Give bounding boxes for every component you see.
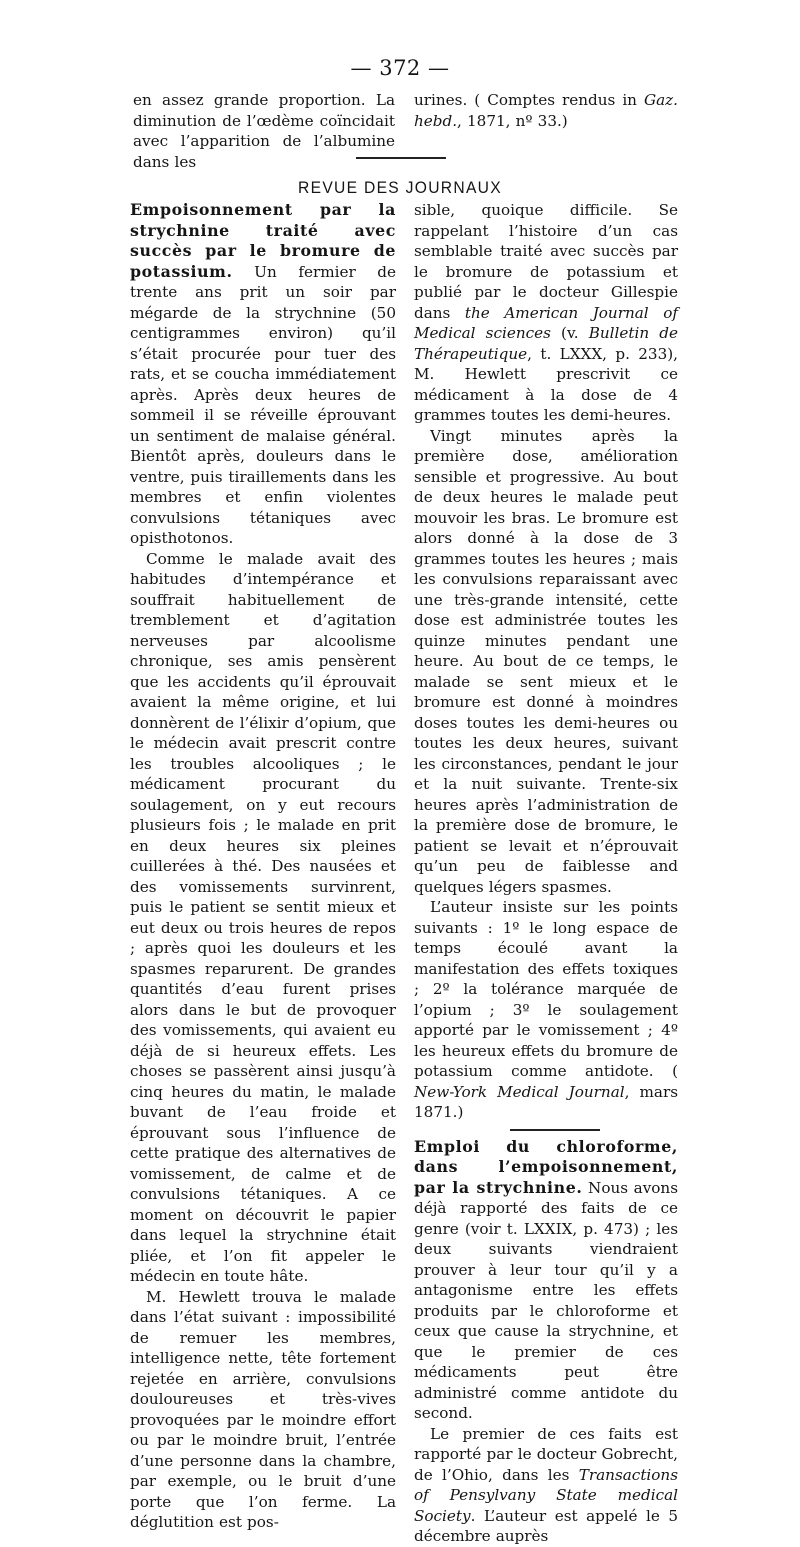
- article1-paragraph-4: sible, quoique difficile. Se rappelant l’histoire d’un cas semblable traité avec succès par le bromure de potassium et publié par le docteur Gillespie dans the American Journal of Medical sciences (v. Bulletin de Thérapeutique, t. LXXX, p. 233), M. Hewlett prescrivit ce médicament à la dose de 4 grammes toutes les demi-heures.: [414, 201, 678, 424]
- article1-paragraph-6: L’auteur insiste sur les points suivants : 1º le long espace de temps écoulé avant la manifestation des effets toxiques ; 2º la tolérance marquée de l’opium ; 3º le soulagement apporté par le vomissement ; 4º les heureux effets du bromure de potassium comme antidote. ( New-York Medical Journal, mars 1871.): [414, 898, 678, 1121]
- article2-title: Emploi du chloroforme, dans l’empoisonnement, par la strychnine.: [414, 1136, 678, 1197]
- article1-paragraph-2: Comme le malade avait des habitudes d’intempérance et souffrait habituellement de tremblement et d’agitation nerveuses par alcoolisme chronique, ses amis pensèrent que les accidents qu’il éprouvait avaient la même origine, et lui donnèrent de l’élixir d’opium, que le médecin avait prescrit contre les troubles alcooliques ; le médicament procurant du soulagement, on y eut recours plusieurs fois ; le malade en prit en deux heures six pleines cuillerées à thé. Des nausées et des vomissements survinrent, puis le patient se sentit mieux et eut deux ou trois heures de repos ; après quoi les douleurs et les spasmes reparurent. De grandes quantités d’eau furent prises alors dans le but de provoquer des vomissements, qui avaient eu déjà de si heureux effets. Les choses se passèrent ainsi jusqu’à cinq heures du matin, le malade buvant de l’eau froide et éprouvant sous l’influence de cette pratique des alternatives de vomissement, de calme et de convulsions tétaniques. A ce moment on découvrit le papier dans lequel la strychnine était pliée, et l’on fit appeler le médecin en toute hâte.: [130, 549, 396, 1285]
- page-number: — 372 —: [350, 56, 450, 80]
- article1-intro: Empoisonnement par la strychnine traité avec succès par le bromure de potassium. Un fermier de trente ans prit un soir par mégarde de la strychnine (50 centigrammes environ) qu’il s’était procurée pour tuer des rats, et se coucha immédiatement après. Après deux heures de sommeil il se réveille éprouvant un sentiment de malaise général. Bientôt après, douleurs dans le ventre, puis tiraillements dans les membres et enfin violentes convulsions tétaniques avec opisthotonos.: [130, 200, 396, 547]
- right-column: [414, 200, 678, 1547]
- continued-text-left: [133, 90, 395, 172]
- continued-paragraph-left: en assez grande proportion. La diminution de l’œdème coïncidait avec l’apparition de l’albumine dans les: [133, 91, 395, 171]
- article1-paragraph-5: Vingt minutes après la première dose, amélioration sensible et progressive. Au bout de deux heures le malade peut mouvoir les bras. Le bromure est alors donné à la dose de 3 grammes toutes les heures ; mais les convulsions reparaissant avec une très-grande intensité, cette dose est administrée toutes les quinze minutes pendant une heure. Au bout de ce temps, le malade se sent mieux et le bromure est donné à moindres doses toutes les demi-heures ou toutes les deux heures, suivant les circonstances, pendant le jour et la nuit suivante. Trente-six heures après l’administration de la première dose de bromure, le patient se levait et n’éprouvait qu’un peu de faiblesse and quelques légers spasmes.: [414, 426, 678, 896]
- section-divider: [356, 157, 446, 159]
- continued-paragraph-right: urines. ( Comptes rendus in Gaz. hebd., 1871, nº 33.): [414, 91, 678, 130]
- continued-text-right: [414, 90, 678, 131]
- article2-intro: Emploi du chloroforme, dans l’empoisonnement, par la strychnine. Nous avons déjà rapporté des faits de ce genre (voir t. LXXIX, p. 473) ; les deux suivants viendraient prouver à leur tour qu’il y a antagonisme entre les effets produits par le chloroforme et ceux que cause la strychnine, et que le premier de ces médicaments peut être administré comme antidote du second.: [414, 1136, 678, 1422]
- left-column: [130, 200, 396, 1533]
- article1-paragraph-3: M. Hewlett trouva le malade dans l’état suivant : impossibilité de remuer les membres, intelligence nette, tête fortement rejetée en arrière, convulsions douloureuses et très-vives provoquées par le moindre effort ou par le moindre bruit, l’entrée d’une personne dans la chambre, par exemple, ou le bruit d’une porte que l’on ferme. La déglutition est pos-: [130, 1287, 396, 1531]
- article1-title: Empoisonnement par la strychnine traité avec succès par le bromure de potassium.: [130, 200, 396, 281]
- article2-paragraph-2: Le premier de ces faits est rapporté par le docteur Gobrecht, de l’Ohio, dans les Transactions of Pensylvany State medical Society. L’auteur est appelé le 5 décembre auprès: [414, 1424, 678, 1545]
- section-title: REVUE DES JOURNAUX: [298, 178, 502, 197]
- article-separator: [414, 1123, 678, 1137]
